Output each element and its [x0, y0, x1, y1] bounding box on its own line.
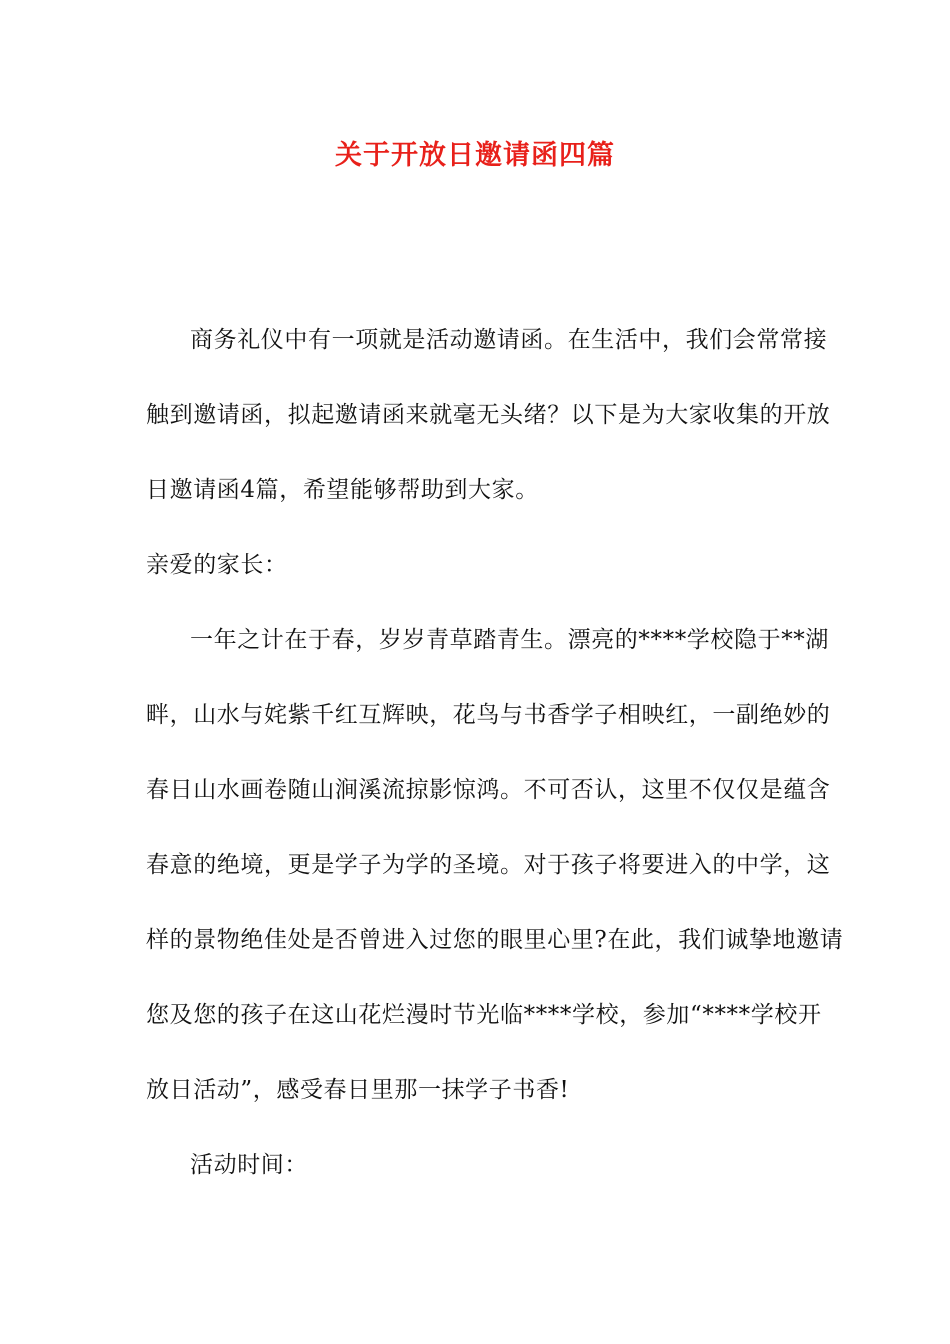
body-line-7: 放日活动”，感受春日里那一抹学子书香! — [146, 1077, 570, 1103]
body-line-5: 样的景物绝佳处是否曾进入过您的眼里心里?在此，我们诚挚地邀请 — [146, 927, 844, 953]
body-line-6: 您及您的孩子在这山花烂漫时节光临****学校，参加“****学校开 — [146, 1002, 822, 1028]
intro-line-3: 日邀请函4篇，希望能够帮助到大家。 — [146, 477, 539, 503]
body-line-1: 一年之计在于春，岁岁青草踏青生。漂亮的****学校隐于**湖 — [190, 627, 829, 653]
activity-time-label: 活动时间： — [190, 1152, 308, 1178]
intro-line-1: 商务礼仪中有一项就是活动邀请函。在生活中，我们会常常接 — [190, 327, 828, 353]
document-title: 关于开放日邀请函四篇 — [335, 140, 615, 171]
body-line-3: 春日山水画卷随山涧溪流掠影惊鸿。不可否认，这里不仅仅是蕴含 — [146, 777, 831, 803]
salutation: 亲爱的家长： — [146, 552, 288, 578]
body-line-4: 春意的绝境，更是学子为学的圣境。对于孩子将要进入的中学，这 — [146, 852, 831, 878]
intro-line-2: 触到邀请函，拟起邀请函来就毫无头绪？以下是为大家收集的开放 — [146, 402, 831, 428]
body-line-2: 畔，山水与姹紫千红互辉映，花鸟与书香学子相映红，一副绝妙的 — [146, 702, 831, 728]
